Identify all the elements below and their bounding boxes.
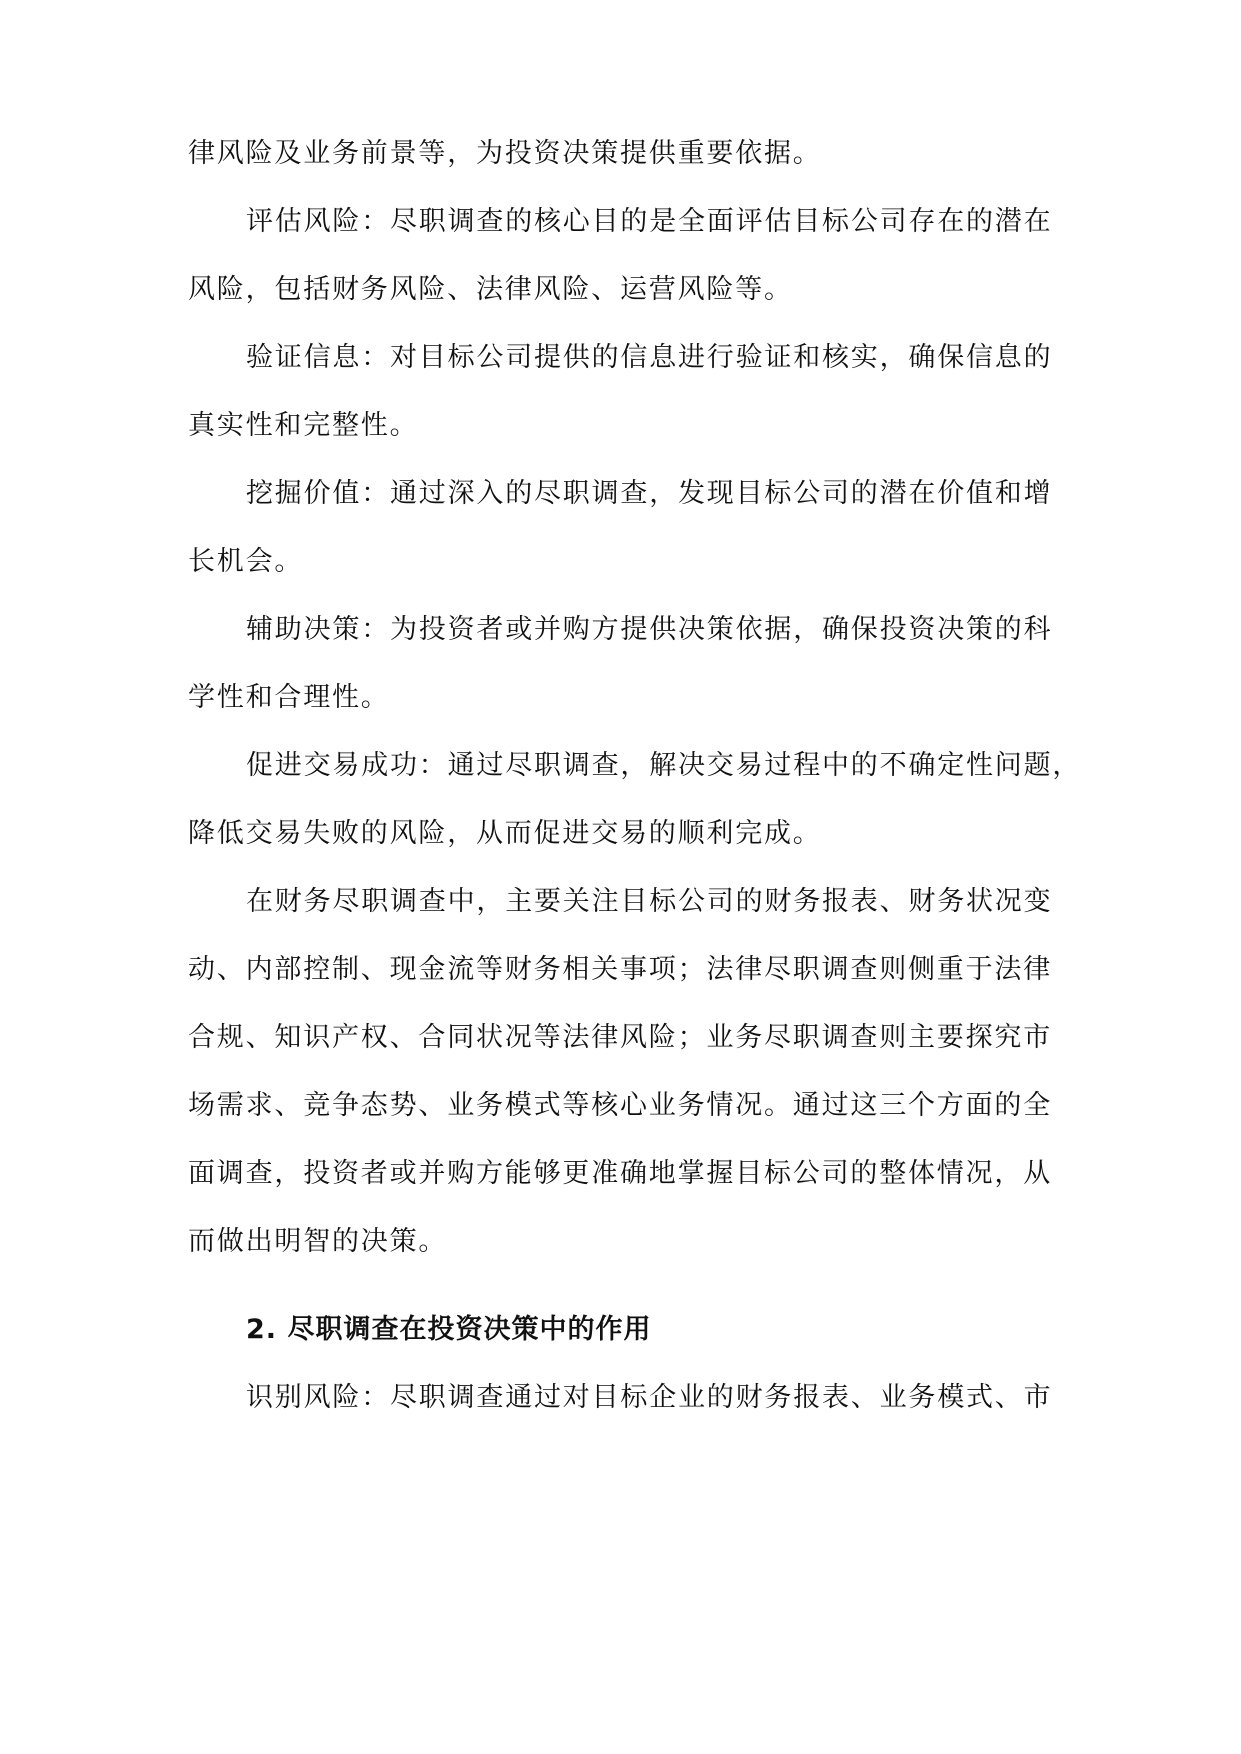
paragraph-line: 评估风险：尽职调查的核心目的是全面评估目标公司存在的潜在 xyxy=(246,206,1053,237)
section-heading: 2. 尽职调查在投资决策中的作用 xyxy=(246,1314,652,1345)
paragraph-line: 场需求、竞争态势、业务模式等核心业务情况。通过这三个方面的全 xyxy=(188,1090,1052,1121)
paragraph-line: 风险，包括财务风险、法律风险、运营风险等。 xyxy=(188,274,793,305)
paragraph-line: 长机会。 xyxy=(188,546,304,577)
paragraph-line: 挖掘价值：通过深入的尽职调查，发现目标公司的潜在价值和增 xyxy=(246,478,1053,509)
paragraph-line: 验证信息：对目标公司提供的信息进行验证和核实，确保信息的 xyxy=(246,342,1053,373)
paragraph-line: 降低交易失败的风险，从而促进交易的顺利完成。 xyxy=(188,818,822,849)
paragraph-line: 合规、知识产权、合同状况等法律风险；业务尽职调查则主要探究市 xyxy=(188,1022,1052,1053)
paragraph-line: 真实性和完整性。 xyxy=(188,410,419,441)
paragraph-line: 在财务尽职调查中，主要关注目标公司的财务报表、财务状况变 xyxy=(246,886,1053,917)
paragraph-line: 面调查，投资者或并购方能够更准确地掌握目标公司的整体情况，从 xyxy=(188,1158,1052,1189)
paragraph-line: 学性和合理性。 xyxy=(188,682,390,713)
paragraph-line: 识别风险：尽职调查通过对目标企业的财务报表、业务模式、市 xyxy=(246,1382,1053,1413)
paragraph-line: 而做出明智的决策。 xyxy=(188,1226,448,1257)
paragraph-line: 律风险及业务前景等，为投资决策提供重要依据。 xyxy=(188,138,822,169)
paragraph-line: 促进交易成功：通过尽职调查，解决交易过程中的不确定性问题， xyxy=(246,750,1082,781)
paragraph-line: 辅助决策：为投资者或并购方提供决策依据，确保投资决策的科 xyxy=(246,614,1053,645)
paragraph-line: 动、内部控制、现金流等财务相关事项；法律尽职调查则侧重于法律 xyxy=(188,954,1052,985)
